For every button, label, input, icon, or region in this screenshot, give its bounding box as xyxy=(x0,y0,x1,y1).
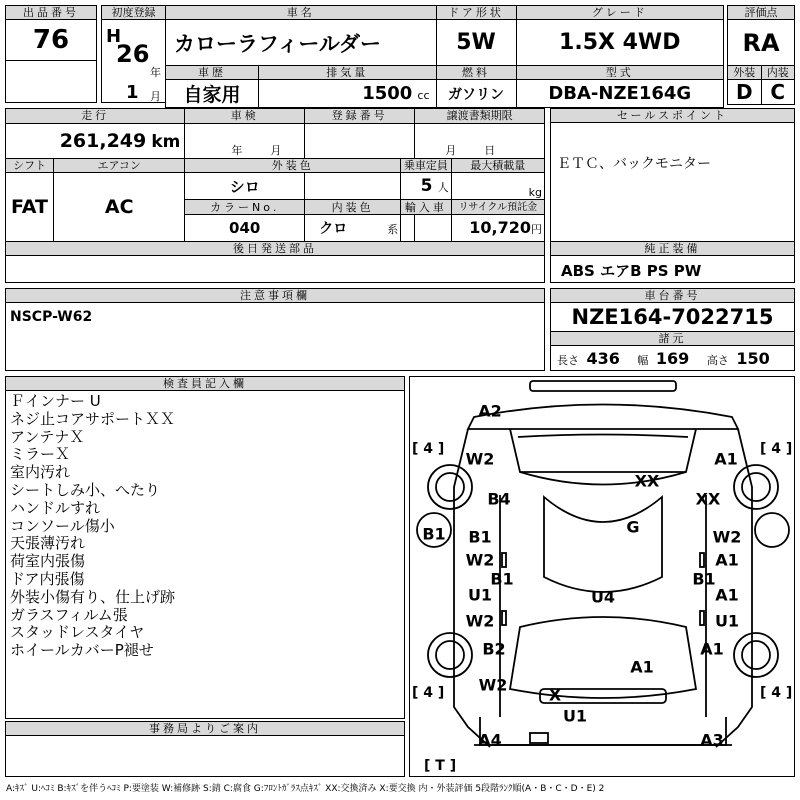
ext-color: シロ xyxy=(185,173,305,200)
inspection-cell xyxy=(185,123,305,158)
interior-score: C xyxy=(761,80,795,105)
vehicle-info-table xyxy=(165,5,724,108)
transfer-label: 譲渡書類期限 xyxy=(415,109,545,124)
length: 436 xyxy=(586,349,620,368)
int-color-label: 内装色 xyxy=(305,200,401,215)
grade-label: グレード xyxy=(516,6,723,20)
score: RA xyxy=(728,20,795,66)
mileage-unit: km xyxy=(151,131,181,152)
chassis-box xyxy=(550,288,795,371)
first-registration-box xyxy=(101,5,166,103)
caution-box xyxy=(5,288,545,371)
capacity-unit: 人 xyxy=(437,181,449,195)
damage-code: B4 xyxy=(487,489,511,509)
damage-code: U4 xyxy=(590,587,616,607)
damage-code: XX xyxy=(634,471,660,491)
import-cell-a xyxy=(401,214,415,241)
int-color-unit: 系 xyxy=(387,222,399,236)
damage-code: A1 xyxy=(715,550,739,570)
inspector-note: ネジ止コアサポートＸＸ xyxy=(10,409,176,428)
damage-code: A3 xyxy=(700,730,724,750)
damage-code: U1 xyxy=(714,611,740,631)
shift: FAT xyxy=(6,173,54,242)
capacity-cell xyxy=(401,173,451,200)
damage-diagram xyxy=(409,376,795,777)
max-load-unit: kg xyxy=(528,186,542,200)
damage-code: W2 xyxy=(465,449,495,469)
inspector-note: ガラスフィルム張 xyxy=(10,605,128,624)
tire-tread-mark: [ 4 ] xyxy=(412,441,445,457)
color-no: 040 xyxy=(185,214,305,241)
era: H xyxy=(106,26,122,47)
inspector-note: スタッドレスタイヤ xyxy=(10,623,145,642)
reg-month: 1 xyxy=(126,82,139,103)
inspector-box xyxy=(5,376,405,719)
model: DBA-NZE164G xyxy=(516,80,723,108)
damage-code: B1 xyxy=(422,524,446,544)
interior-label: 内装 xyxy=(761,66,795,80)
ac-label: エアコン xyxy=(54,158,185,173)
damage-code: U1 xyxy=(467,585,493,605)
reg-year: 26 xyxy=(116,40,150,68)
damage-code: A1 xyxy=(715,585,739,605)
first-registration-label: 初度登録 xyxy=(102,6,165,20)
inspector-note: アンテナＸ xyxy=(10,427,85,446)
office-label: 事務局よりご案内 xyxy=(6,722,404,736)
mileage-label: 走行 xyxy=(6,109,185,124)
score-label: 評価点 xyxy=(728,6,795,20)
sales-point: ＥＴＣ、バックモニター xyxy=(557,156,711,172)
mileage: 261,249 xyxy=(59,129,147,152)
recycle-label: リサイクル預託金 xyxy=(451,200,544,215)
chassis-number: NZE164-7022715 xyxy=(551,303,794,332)
inspector-note: ミラーＸ xyxy=(10,445,71,464)
chassis-label: 車台番号 xyxy=(551,289,794,303)
damage-code: A1 xyxy=(630,657,654,677)
damage-code: A2 xyxy=(478,401,502,421)
displacement-unit: cc xyxy=(417,89,430,102)
inspector-note: コンソール傷小 xyxy=(10,516,115,535)
recycle-cell xyxy=(451,214,544,241)
tire-tread-mark: [ T ] xyxy=(424,758,457,774)
sales-point-box xyxy=(550,108,795,242)
inspector-note: 室内汚れ xyxy=(10,463,71,482)
equipment-label: 純正装備 xyxy=(551,242,794,256)
inspector-note: シートしみ小、へたり xyxy=(10,480,161,499)
insp-year-unit-text: 年 xyxy=(231,143,243,157)
later-parts-label: 後日発送部品 xyxy=(6,242,544,256)
damage-code: B1 xyxy=(692,569,716,589)
damage-code: W2 xyxy=(465,550,495,570)
recycle-unit: 円 xyxy=(531,223,542,237)
insp-month-unit: 月 xyxy=(270,143,282,157)
capacity-label: 乗車定員 xyxy=(401,158,451,173)
car-outline xyxy=(410,377,796,778)
tire-tread-mark: [ 4 ] xyxy=(760,441,793,457)
inspector-note: 荷室内張傷 xyxy=(10,552,86,571)
inspector-note: Ｆインナー U xyxy=(10,392,101,410)
equipment-box xyxy=(550,241,795,283)
ac: AC xyxy=(54,173,185,242)
damage-code: W2 xyxy=(478,675,508,695)
damage-code: XX xyxy=(695,489,721,509)
width: 169 xyxy=(655,349,690,368)
ext-color-label: 外装色 xyxy=(185,158,401,173)
legend: A:ｷｽﾞ U:ﾍｺﾐ B:ｷｽﾞを伴うﾍｺﾐ P:要塗装 W:補修跡 S:錆 C:腐食 G:ﾌﾛﾝﾄｶﾞﾗｽ点ｷｽﾞ XX:交換済み X:要交換 内・外装評価 5段階ﾗﾝｸ順(A・B・C・D・E) 2 xyxy=(6,784,605,794)
displacement-cell xyxy=(259,80,437,108)
inspector-notes xyxy=(6,391,404,660)
inspector-note: ホイールカバーP褪せ xyxy=(10,641,154,660)
int-color: クロ xyxy=(319,220,348,237)
import-cell-b xyxy=(415,214,451,241)
height: 150 xyxy=(736,349,770,368)
lot-number-label: 出品番号 xyxy=(6,6,96,20)
damage-code: W2 xyxy=(712,527,742,547)
color-no-label: カラーNo. xyxy=(185,200,305,215)
damage-code: W2 xyxy=(465,611,495,631)
damage-code: U1 xyxy=(562,706,588,726)
ext-color-blank xyxy=(305,173,401,200)
caution-text: NSCP-W62 xyxy=(10,309,93,325)
history: 自家用 xyxy=(166,80,259,108)
transfer-cell xyxy=(415,123,545,158)
damage-code: G xyxy=(626,517,640,537)
inspector-note: 天張薄汚れ xyxy=(10,534,86,553)
recycle-fee: 10,720 xyxy=(469,218,531,238)
max-load-cell xyxy=(451,173,544,200)
equipment: ABS エアB PS PW xyxy=(561,262,702,280)
max-load-label: 最大積載量 xyxy=(451,158,544,173)
damage-code: B1 xyxy=(490,569,514,589)
lot-number-box xyxy=(5,5,97,61)
reg-year-unit: 年 xyxy=(150,66,161,79)
int-color-cell xyxy=(305,214,401,241)
displacement: 1500 xyxy=(362,83,413,104)
tire-tread-mark: [ 4 ] xyxy=(760,685,793,701)
exterior-label: 外装 xyxy=(728,66,762,80)
fuel-label: 燃料 xyxy=(436,66,516,80)
shift-label: シフト xyxy=(6,158,54,173)
inspector-label: 検査員記入欄 xyxy=(6,377,404,391)
transfer-month: 月 xyxy=(445,143,457,157)
mileage-cell xyxy=(6,123,185,158)
exterior-score: D xyxy=(728,80,762,105)
door-type: 5W xyxy=(436,20,516,66)
sales-point-label: セールスポイント xyxy=(551,109,794,123)
caution-label: 注意事項欄 xyxy=(6,289,544,303)
lot-spacer-box xyxy=(5,60,97,103)
reg-month-unit: 月 xyxy=(150,90,161,103)
door-label: ドア形状 xyxy=(436,6,516,20)
car-name-label: 車名 xyxy=(166,6,437,20)
lot-number: 76 xyxy=(32,25,70,55)
spec-label: 諸元 xyxy=(551,332,794,346)
damage-code: X xyxy=(548,685,562,705)
damage-code: A1 xyxy=(714,449,738,469)
damage-code: B1 xyxy=(468,527,492,547)
car-name: カローラフィールダー xyxy=(166,20,437,66)
inspector-note: 外装小傷有り、仕上げ跡 xyxy=(10,587,176,606)
height-label: 高さ xyxy=(706,354,729,367)
reg-number-label: 登録番号 xyxy=(305,109,415,124)
length-label: 長さ xyxy=(557,354,579,367)
history-label: 車歴 xyxy=(166,66,259,80)
import-label: 輸入車 xyxy=(401,200,451,215)
damage-code: A1 xyxy=(700,639,724,659)
tire-tread-mark: [ 4 ] xyxy=(412,685,445,701)
inspection-label: 車検 xyxy=(185,109,305,124)
reg-number xyxy=(305,123,415,158)
fuel: ガソリン xyxy=(436,80,516,108)
details-table xyxy=(5,108,545,242)
damage-code: B2 xyxy=(482,639,506,659)
damage-code: A4 xyxy=(478,730,502,750)
inspector-note: ドア内張傷 xyxy=(10,569,85,588)
later-parts-box xyxy=(5,241,545,283)
spec-row xyxy=(551,346,794,368)
capacity: 5 xyxy=(420,176,433,197)
office-box xyxy=(5,721,405,777)
model-label: 型式 xyxy=(516,66,723,80)
displacement-label: 排気量 xyxy=(259,66,437,80)
width-label: 幅 xyxy=(637,354,649,367)
grade: 1.5X 4WD xyxy=(516,20,723,66)
score-table xyxy=(727,5,795,105)
inspector-note: ハンドルすれ xyxy=(10,498,101,517)
transfer-day: 日 xyxy=(484,143,496,157)
